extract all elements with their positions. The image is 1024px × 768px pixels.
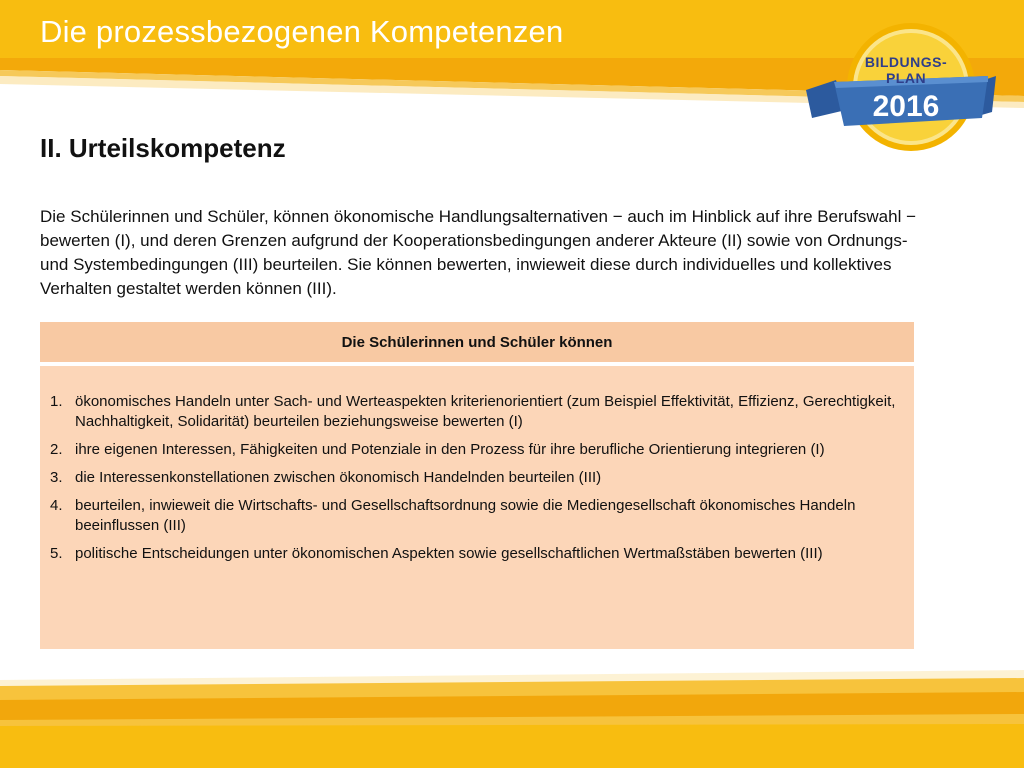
competence-list-box — [40, 366, 914, 649]
table-header-label: Die Schülerinnen und Schüler können — [341, 333, 613, 351]
list-item-text: die Interessenkonstellationen zwischen ökonomisch Handelnden beurteilen (III) — [75, 469, 602, 486]
list-item-text: ökonomisches Handeln unter Sach- und Werteaspekten kriterienorientiert (zum Beispiel Effektivität, Effizienz, Gerechtigkeit, Nachhaltigkeit, Solidarität) beurteilen beziehungsweise bewerten (I) — [75, 393, 896, 430]
list-item-number: 5. — [50, 545, 63, 562]
badge-text-line2: PLAN — [885, 70, 927, 86]
list-item-text: ihre eigenen Interessen, Fähigkeiten und Potenziale in den Prozess für ihre berufliche Orientierung integrieren (I) — [75, 441, 825, 458]
list-item — [50, 544, 904, 564]
list-item — [50, 392, 904, 432]
competence-list — [40, 366, 914, 564]
footer-band — [0, 670, 1024, 768]
badge-year: 2016 — [872, 90, 940, 123]
page-title: Die prozessbezogenen Kompetenzen — [40, 14, 564, 49]
section-heading: II. Urteilskompetenz — [40, 133, 286, 163]
intro-paragraph: Die Schülerinnen und Schüler, können ökonomische Handlungsalternativen − auch im Hinblick auf ihre Berufswahl − bewerten (I), und deren Grenzen aufgrund der Kooperationsbedingungen anderer Akteure (II) sowie von Ordnungs- und Systembedingungen (III) beurteilen. Sie können bewerten, inwieweit diese durch individuelles und kollektives Verhalten gestaltet werden können (III). — [40, 207, 917, 298]
list-item-number: 1. — [50, 393, 63, 410]
list-item — [50, 440, 904, 460]
badge-text-line1: BILDUNGS- — [864, 54, 948, 70]
list-item-number: 4. — [50, 497, 63, 514]
list-item — [50, 468, 904, 488]
list-item-number: 3. — [50, 469, 63, 486]
list-item — [50, 496, 904, 536]
list-item-number: 2. — [50, 441, 63, 458]
list-item-text: beurteilen, inwieweit die Wirtschafts- und Gesellschaftsordnung sowie die Mediengesellschaft ökonomisches Handeln beeinflussen (III) — [75, 497, 856, 534]
table-header — [40, 322, 914, 363]
list-item-text: politische Entscheidungen unter ökonomischen Aspekten sowie gesellschaftlichen Wertmaßstäben bewerten (III) — [75, 545, 823, 562]
